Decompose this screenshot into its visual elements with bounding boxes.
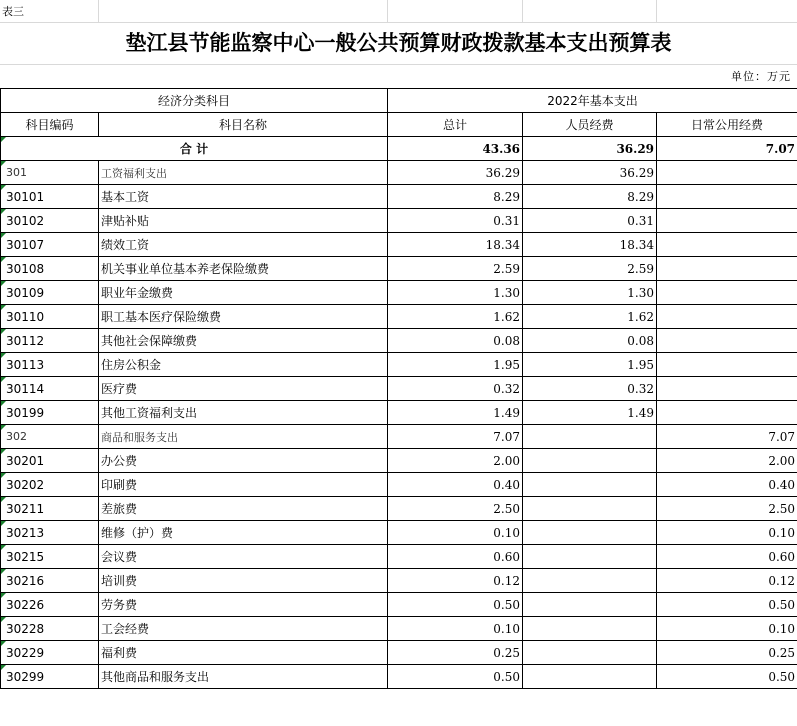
row-public bbox=[657, 185, 797, 209]
row-personnel: 0.32 bbox=[523, 377, 657, 401]
grid-line bbox=[522, 0, 523, 22]
row-public bbox=[657, 353, 797, 377]
row-total: 1.49 bbox=[388, 401, 523, 425]
grid-line bbox=[0, 22, 797, 23]
header-code: 科目编码 bbox=[1, 113, 99, 137]
row-personnel bbox=[523, 425, 657, 449]
header-row-columns bbox=[1, 113, 797, 137]
total-public: 7.07 bbox=[657, 137, 797, 161]
table-row bbox=[1, 617, 797, 641]
row-total: 2.59 bbox=[388, 257, 523, 281]
row-personnel bbox=[523, 473, 657, 497]
table-row bbox=[1, 161, 797, 185]
row-public bbox=[657, 281, 797, 305]
grid-line bbox=[0, 64, 797, 65]
row-personnel bbox=[523, 521, 657, 545]
row-total: 2.50 bbox=[388, 497, 523, 521]
row-code: 30109 bbox=[1, 281, 99, 305]
row-personnel: 2.59 bbox=[523, 257, 657, 281]
row-personnel bbox=[523, 641, 657, 665]
row-public: 0.50 bbox=[657, 593, 797, 617]
row-total: 1.62 bbox=[388, 305, 523, 329]
row-code: 302 bbox=[1, 425, 99, 449]
row-public bbox=[657, 329, 797, 353]
row-code: 30114 bbox=[1, 377, 99, 401]
row-personnel: 0.31 bbox=[523, 209, 657, 233]
row-personnel bbox=[523, 593, 657, 617]
unit-label: 单位：万元 bbox=[731, 70, 791, 83]
row-personnel: 1.49 bbox=[523, 401, 657, 425]
header-row-group bbox=[1, 89, 797, 113]
table-row bbox=[1, 497, 797, 521]
total-label: 合 计 bbox=[1, 137, 388, 161]
row-total: 36.29 bbox=[388, 161, 523, 185]
table-row bbox=[1, 665, 797, 689]
header-name: 科目名称 bbox=[99, 113, 388, 137]
row-public: 2.00 bbox=[657, 449, 797, 473]
row-name: 住房公积金 bbox=[99, 353, 388, 377]
header-personnel: 人员经费 bbox=[523, 113, 657, 137]
table-row bbox=[1, 545, 797, 569]
row-personnel: 0.08 bbox=[523, 329, 657, 353]
row-total: 18.34 bbox=[388, 233, 523, 257]
row-name: 其他社会保障缴费 bbox=[99, 329, 388, 353]
row-personnel: 36.29 bbox=[523, 161, 657, 185]
table-row bbox=[1, 281, 797, 305]
row-total: 0.08 bbox=[388, 329, 523, 353]
table-row bbox=[1, 257, 797, 281]
row-name: 工会经费 bbox=[99, 617, 388, 641]
row-personnel: 18.34 bbox=[523, 233, 657, 257]
row-personnel: 1.62 bbox=[523, 305, 657, 329]
row-name: 绩效工资 bbox=[99, 233, 388, 257]
total-personnel: 36.29 bbox=[523, 137, 657, 161]
row-code: 30113 bbox=[1, 353, 99, 377]
row-public bbox=[657, 377, 797, 401]
page-title: 垫江县节能监察中心一般公共预算财政拨款基本支出预算表 bbox=[125, 30, 672, 55]
row-total: 0.50 bbox=[388, 665, 523, 689]
header-basic-expenditure: 2022年基本支出 bbox=[388, 89, 797, 113]
row-code: 30199 bbox=[1, 401, 99, 425]
row-personnel bbox=[523, 449, 657, 473]
row-public bbox=[657, 209, 797, 233]
row-personnel: 1.95 bbox=[523, 353, 657, 377]
row-code: 30215 bbox=[1, 545, 99, 569]
row-code: 301 bbox=[1, 161, 99, 185]
row-total: 0.10 bbox=[388, 521, 523, 545]
row-total: 0.10 bbox=[388, 617, 523, 641]
row-name: 其他商品和服务支出 bbox=[99, 665, 388, 689]
row-code: 30201 bbox=[1, 449, 99, 473]
table-row bbox=[1, 401, 797, 425]
row-public bbox=[657, 161, 797, 185]
table-row bbox=[1, 569, 797, 593]
header-economic-category: 经济分类科目 bbox=[1, 89, 388, 113]
row-name: 津贴补贴 bbox=[99, 209, 388, 233]
row-name: 医疗费 bbox=[99, 377, 388, 401]
row-public bbox=[657, 257, 797, 281]
grid-line bbox=[656, 0, 657, 22]
table-row bbox=[1, 425, 797, 449]
row-name: 维修（护）费 bbox=[99, 521, 388, 545]
table-row bbox=[1, 233, 797, 257]
table-row bbox=[1, 185, 797, 209]
row-code: 30102 bbox=[1, 209, 99, 233]
row-code: 30216 bbox=[1, 569, 99, 593]
table-row bbox=[1, 449, 797, 473]
row-name: 工资福利支出 bbox=[99, 161, 388, 185]
row-total: 0.50 bbox=[388, 593, 523, 617]
row-total: 0.60 bbox=[388, 545, 523, 569]
row-personnel: 8.29 bbox=[523, 185, 657, 209]
row-code: 30228 bbox=[1, 617, 99, 641]
table-row bbox=[1, 353, 797, 377]
total-total: 43.36 bbox=[388, 137, 523, 161]
row-public: 0.12 bbox=[657, 569, 797, 593]
row-code: 30229 bbox=[1, 641, 99, 665]
row-public: 0.60 bbox=[657, 545, 797, 569]
row-total: 0.40 bbox=[388, 473, 523, 497]
row-name: 印刷费 bbox=[99, 473, 388, 497]
table-row bbox=[1, 593, 797, 617]
header-public: 日常公用经费 bbox=[657, 113, 797, 137]
row-total: 8.29 bbox=[388, 185, 523, 209]
total-row bbox=[1, 137, 797, 161]
row-total: 0.12 bbox=[388, 569, 523, 593]
row-public: 0.10 bbox=[657, 521, 797, 545]
row-name: 基本工资 bbox=[99, 185, 388, 209]
grid-line bbox=[98, 0, 99, 22]
row-public: 7.07 bbox=[657, 425, 797, 449]
row-personnel: 1.30 bbox=[523, 281, 657, 305]
row-total: 0.32 bbox=[388, 377, 523, 401]
row-name: 机关事业单位基本养老保险缴费 bbox=[99, 257, 388, 281]
row-code: 30101 bbox=[1, 185, 99, 209]
row-name: 商品和服务支出 bbox=[99, 425, 388, 449]
row-code: 30108 bbox=[1, 257, 99, 281]
row-personnel bbox=[523, 569, 657, 593]
table-number-label: 表三 bbox=[2, 5, 24, 18]
row-personnel bbox=[523, 617, 657, 641]
row-name: 其他工资福利支出 bbox=[99, 401, 388, 425]
row-public: 0.50 bbox=[657, 665, 797, 689]
table-row bbox=[1, 329, 797, 353]
row-personnel bbox=[523, 665, 657, 689]
row-total: 1.95 bbox=[388, 353, 523, 377]
row-code: 30213 bbox=[1, 521, 99, 545]
row-public: 0.40 bbox=[657, 473, 797, 497]
row-total: 2.00 bbox=[388, 449, 523, 473]
row-total: 7.07 bbox=[388, 425, 523, 449]
row-name: 培训费 bbox=[99, 569, 388, 593]
row-code: 30299 bbox=[1, 665, 99, 689]
row-public: 0.10 bbox=[657, 617, 797, 641]
table-row bbox=[1, 305, 797, 329]
row-name: 职工基本医疗保险缴费 bbox=[99, 305, 388, 329]
row-total: 0.25 bbox=[388, 641, 523, 665]
row-public: 0.25 bbox=[657, 641, 797, 665]
row-public bbox=[657, 305, 797, 329]
row-code: 30226 bbox=[1, 593, 99, 617]
row-code: 30110 bbox=[1, 305, 99, 329]
row-name: 差旅费 bbox=[99, 497, 388, 521]
row-name: 职业年金缴费 bbox=[99, 281, 388, 305]
row-code: 30211 bbox=[1, 497, 99, 521]
grid-line bbox=[387, 0, 388, 22]
row-code: 30202 bbox=[1, 473, 99, 497]
row-name: 会议费 bbox=[99, 545, 388, 569]
table-row bbox=[1, 521, 797, 545]
table-row bbox=[1, 641, 797, 665]
budget-table bbox=[0, 88, 797, 689]
row-public bbox=[657, 233, 797, 257]
row-public: 2.50 bbox=[657, 497, 797, 521]
row-code: 30112 bbox=[1, 329, 99, 353]
row-name: 办公费 bbox=[99, 449, 388, 473]
row-personnel bbox=[523, 545, 657, 569]
row-personnel bbox=[523, 497, 657, 521]
row-total: 0.31 bbox=[388, 209, 523, 233]
table-row bbox=[1, 377, 797, 401]
row-name: 劳务费 bbox=[99, 593, 388, 617]
table-row bbox=[1, 209, 797, 233]
row-public bbox=[657, 401, 797, 425]
row-name: 福利费 bbox=[99, 641, 388, 665]
table-row bbox=[1, 473, 797, 497]
row-code: 30107 bbox=[1, 233, 99, 257]
header-total: 总计 bbox=[388, 113, 523, 137]
row-total: 1.30 bbox=[388, 281, 523, 305]
